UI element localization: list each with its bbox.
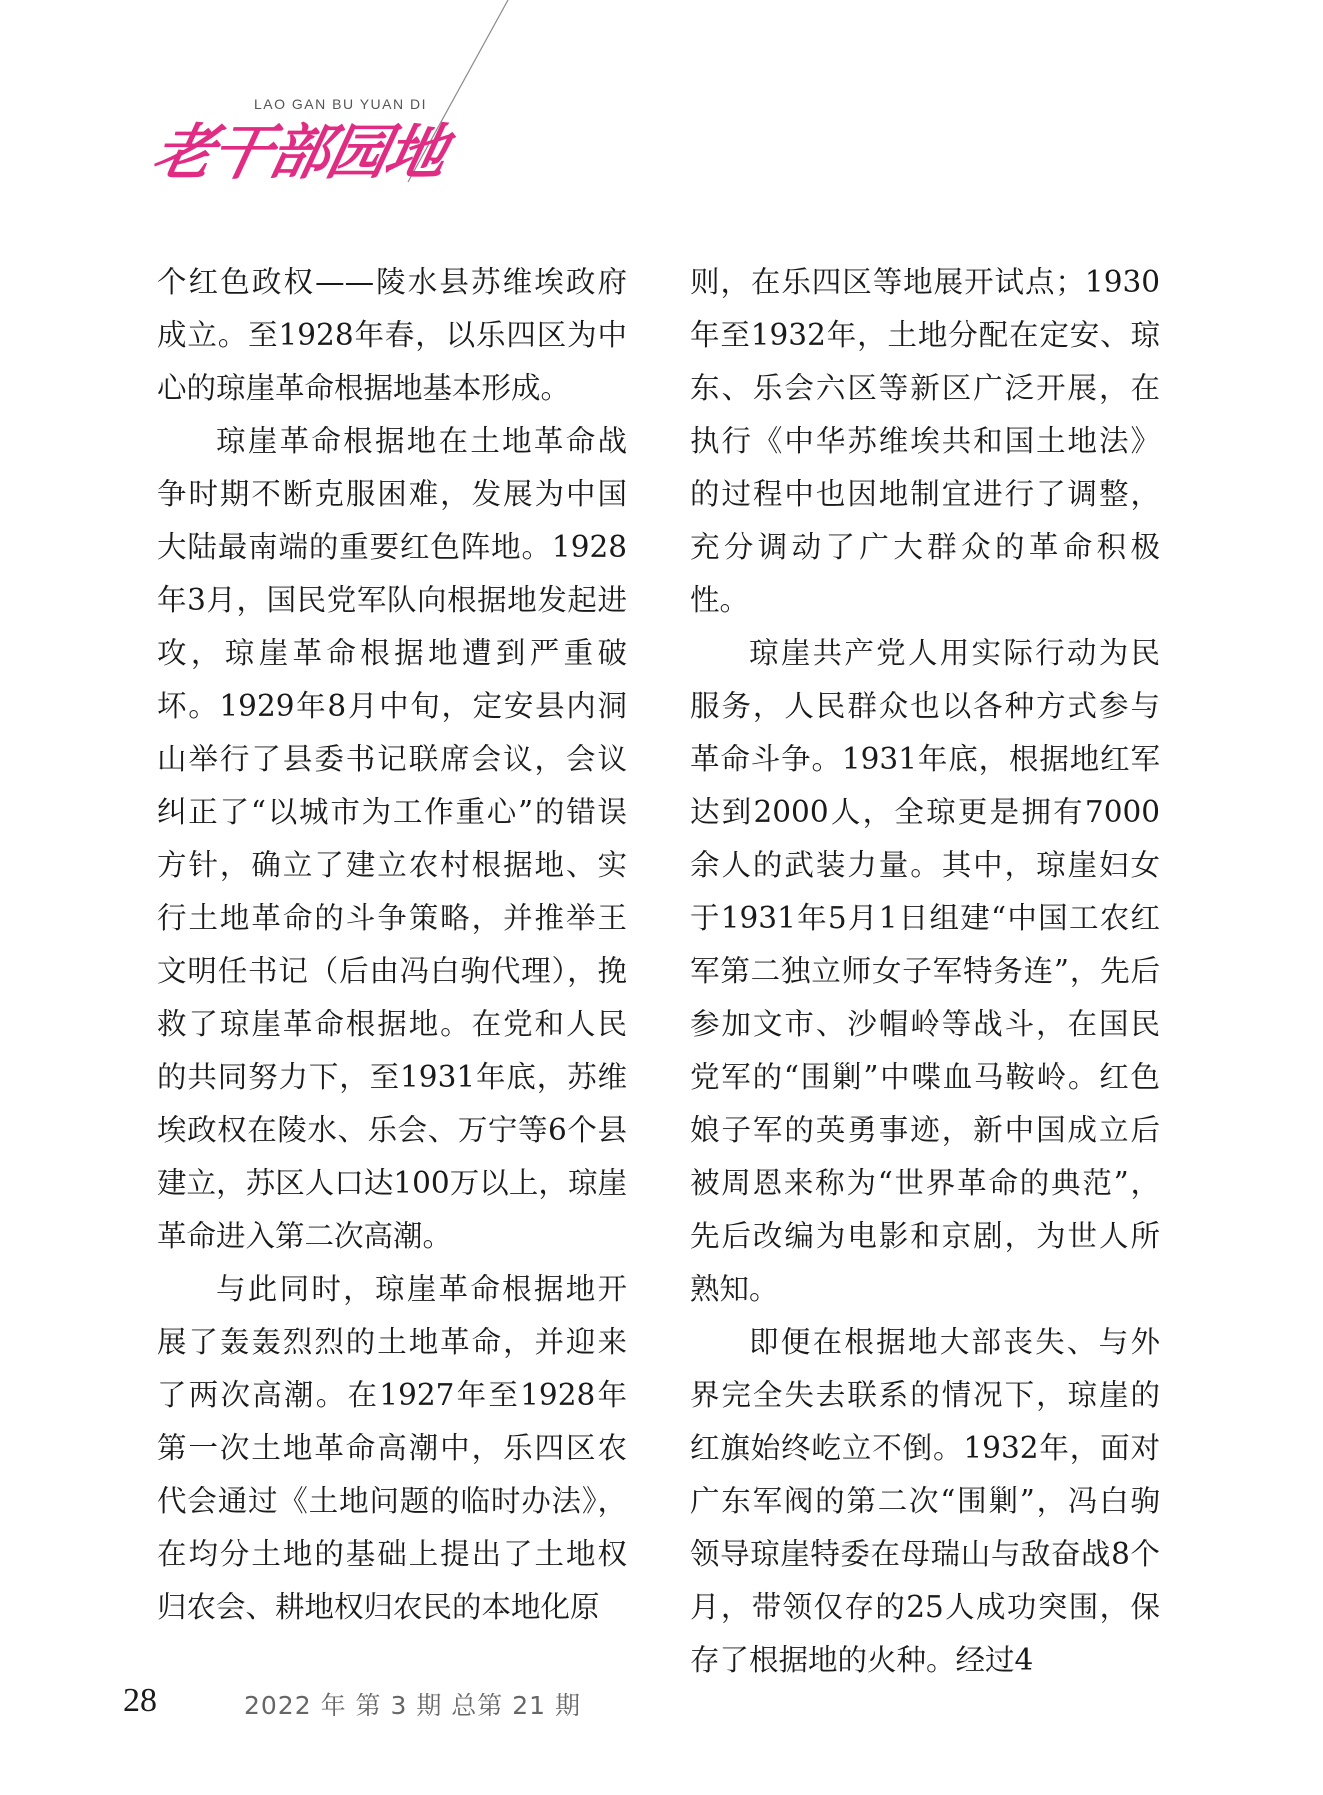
left-column (157, 256, 627, 1634)
paragraph: 琼崖共产党人用实际行动为民服务，人民群众也以各种方式参与革命斗争。1931年底，根据地红军达到2000人，全琼更是拥有7000余人的武装力量。其中，琼崖妇女于1931年5月1日组建“中国工农红军第二独立师女子军特务连”，先后参加文市、沙帽岭等战斗，在国民党军的“围剿”中喋血马鞍岭。红色娘子军的英勇事迹，新中国成立后被周恩来称为“世界革命的典范”，先后改编为电影和京剧，为世人所熟知。 (690, 636, 1160, 1306)
page-number: 28 (123, 1682, 157, 1719)
magazine-logo: 老干部园地 (146, 118, 452, 188)
paragraph: 即便在根据地大部丧失、与外界完全失去联系的情况下，琼崖的红旗始终屹立不倒。1932年，面对广东军阀的第二次“围剿”，冯白驹领导琼崖特委在母瑞山与敌奋战8个月，带领仅存的25人成功突围，保存了根据地的火种。经过4 (690, 1325, 1160, 1677)
issue-info: 2022 年 第 3 期 总第 21 期 (244, 1691, 581, 1720)
paragraph: 个红色政权——陵水县苏维埃政府成立。至1928年春，以乐四区为中心的琼崖革命根据地基本形成。 (157, 265, 627, 405)
right-column (690, 256, 1160, 1687)
paragraph: 琼崖革命根据地在土地革命战争时期不断克服困难，发展为中国大陆最南端的重要红色阵地。1928年3月，国民党军队向根据地发起进攻，琼崖革命根据地遭到严重破坏。1929年8月中旬，定安县内洞山举行了县委书记联席会议，会议纠正了“以城市为工作重心”的错误方针，确立了建立农村根据地、实行土地革命的斗争策略，并推举王文明任书记（后由冯白驹代理），挽救了琼崖革命根据地。在党和人民的共同努力下，至1931年底，苏维埃政权在陵水、乐会、万宁等6个县建立，苏区人口达100万以上，琼崖革命进入第二次高潮。 (157, 424, 627, 1253)
header-pinyin: LAO GAN BU YUAN DI (254, 96, 428, 112)
paragraph: 则，在乐四区等地展开试点；1930年至1932年，土地分配在定安、琼东、乐会六区等新区广泛开展，在执行《中华苏维埃共和国土地法》的过程中也因地制宜进行了调整，充分调动了广大群众的革命积极性。 (690, 265, 1160, 617)
paragraph: 与此同时，琼崖革命根据地开展了轰轰烈烈的土地革命，并迎来了两次高潮。在1927年至1928年第一次土地革命高潮中，乐四区农代会通过《土地问题的临时办法》，在均分土地的基础上提出了土地权归农会、耕地权归农民的本地化原 (157, 1272, 627, 1624)
